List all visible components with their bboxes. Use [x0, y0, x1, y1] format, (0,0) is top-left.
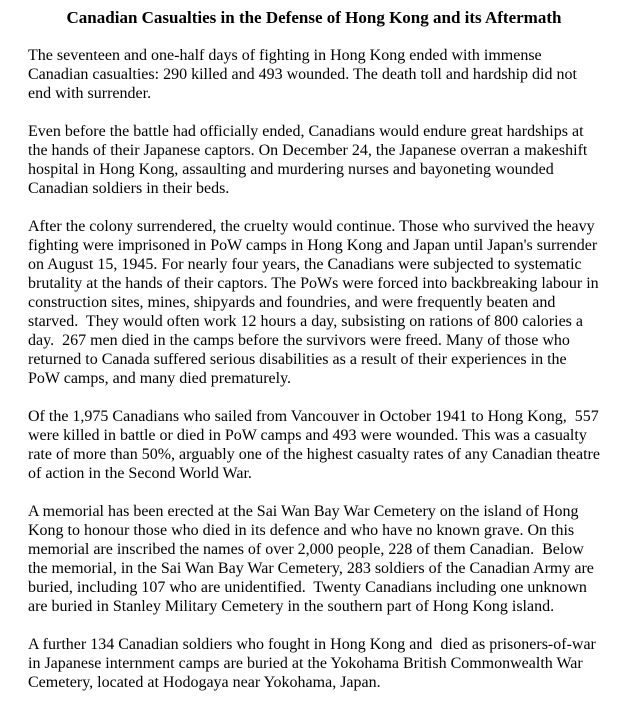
paragraph-casualty-rate: Of the 1,975 Canadians who sailed from Vancouver in October 1941 to Hong Kong, 557 were killed in battle or died in PoW camps and 493 were wounded. This was a casualty rate of more than 50%, arguably one of the highest casualty rates of any Canadian theatre of action in the Second World War. — [28, 408, 604, 482]
paragraph-pow-camps: After the colony surrendered, the cruelty would continue. Those who survived the heavy fighting were imprisoned in PoW camps in Hong Kong and Japan until Japan's surrender on August 15, 1945. For nearly four years, the Canadians were subjected to systematic brutality at the hands of their captors. The PoWs were forced into backbreaking labour in construction sites, mines, shipyards and foundries, and were frequently beaten and starved. They would often work 12 hours a day, subsisting on rations of 800 calories a day. 267 men died in the camps before the survivors were freed. Many of those who returned to Canada suffered serious disabilities as a result of their experiences in the PoW camps, and many died prematurely. — [28, 218, 603, 387]
paragraph-sai-wan-memorial: A memorial has been erected at the Sai Wan Bay War Cemetery on the island of Hong Kong to honour those who died in its defence and who have no known grave. On this memorial are inscribed the names of over 2,000 people, 228 of them Canadian. Below the memorial, in the Sai Wan Bay War Cemetery, 283 soldiers of the Canadian Army are buried, including 107 who are unidentified. Twenty Canadians including one unknown are buried in Stanley Military Cemetery in the southern part of Hong Kong island. — [28, 503, 598, 615]
paragraph-yokohama-cemetery: A further 134 Canadian soldiers who fought in Hong Kong and died as prisoners-of-war in Japanese internment camps are buried at the Yokohama British Commonwealth War Cemetery, located at Hodogaya near Yokohama, Japan. — [28, 636, 600, 691]
document-title: Canadian Casualties in the Defense of Hong Kong and its Aftermath — [66, 8, 562, 27]
paragraph-hospital-atrocity: Even before the battle had officially ended, Canadians would endure great hardships at the hands of their Japanese captors. On December 24, the Japanese overran a makeshift hospital in Hong Kong, assaulting and murdering nurses and bayoneting wounded Canadian soldiers in their beds. — [28, 123, 592, 197]
paragraph-casualty-summary: The seventeen and one-half days of fighting in Hong Kong ended with immense Canadian casualties: 290 killed and 493 wounded. The death toll and hardship did not end with surrender. — [28, 47, 581, 102]
